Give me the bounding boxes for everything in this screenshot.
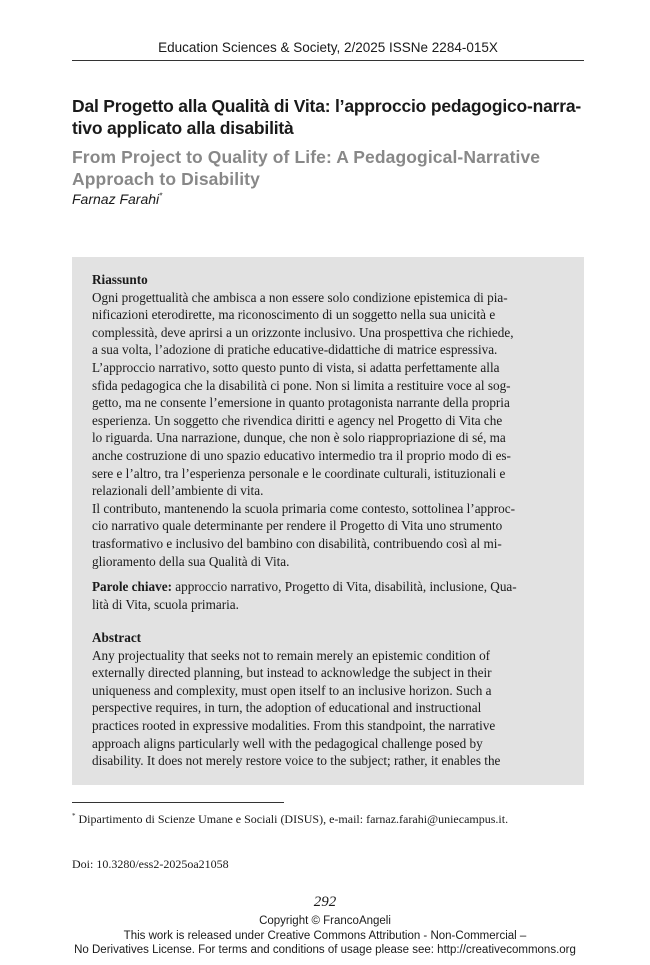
footnote-mark: * [72, 812, 76, 820]
keywords-section [92, 578, 562, 613]
riassunto-line: cio narrativo quale determinante per rendere il Progetto di Vita uno strumento [92, 518, 503, 534]
riassunto-line: a sua volta, l’adozione di pratiche educative-didattiche di matrice espressiva. [92, 342, 498, 358]
riassunto-line: esperienza. Un soggetto che rivendica diritti e agency nel Progetto di Vita che [92, 412, 503, 428]
abstract-line: externally directed planning, but instead to acknowledge the subject in their [92, 665, 492, 681]
title-english-line-1: From Project to Quality of Life: A Pedagogical-Narrative [72, 147, 541, 167]
riassunto-line: getto, ma ne consente l’emersione in quanto protagonista narrante della propria [92, 395, 510, 411]
copyright-line-1: Copyright © FrancoAngeli [259, 915, 391, 927]
abstract-line: perspective requires, in turn, the adoption of educational and instructional [92, 700, 482, 716]
title-italian [72, 95, 584, 139]
riassunto-line: Ogni progettualità che ambisca a non essere solo condizione epistemica di pia- [92, 289, 508, 305]
riassunto-line: sere e l’altro, tra l’esperienza personale e le coordinate culturali, istituzionali e [92, 465, 506, 481]
riassunto-line: Il contributo, mantenendo la scuola primaria come contesto, sottolinea l’approc- [92, 500, 515, 516]
riassunto-line: nificazioni eterodirette, ma riconoscimento di un soggetto nella sua unicità e [92, 307, 496, 323]
journal-header: Education Sciences & Society, 2/2025 ISSNe 2284-015X [158, 40, 498, 55]
keywords-label: Parole chiave: [92, 579, 172, 594]
footnote-text: Dipartimento di Scienze Umane e Sociali (DISUS), e-mail: farnaz.farahi@uniecampus.it. [75, 812, 509, 826]
footnote-divider [72, 802, 284, 803]
abstract-line: practices rooted in expressive modalities. From this standpoint, the narrative [92, 717, 496, 733]
page-number: 292 [313, 894, 337, 910]
riassunto-line: relazionali dell’ambiente di vita. [92, 483, 264, 499]
riassunto-line: complessità, deve aprirsi a un orizzonte inclusivo. Una prospettiva che richiede, [92, 324, 514, 340]
abstract-line: approach aligns particularly well with the pedagogical challenge posed by [92, 735, 483, 751]
copyright-notice [0, 914, 650, 958]
abstract-line: disability. It does not merely restore voice to the subject; rather, it enables the [92, 753, 501, 769]
abstract-line: Any projectuality that seeks not to remain merely an epistemic condition of [92, 647, 491, 663]
title-english-line-2: Approach to Disability [72, 169, 260, 189]
riassunto-line: trasformativo e inclusivo del bambino con disabilità, contribuendo così al mi- [92, 535, 502, 551]
keywords-text-line-2: lità di Vita, scuola primaria. [92, 596, 239, 612]
riassunto-section [92, 271, 562, 570]
riassunto-line: L’approccio narrativo, sotto questo punto di vista, si adatta perfettamente alla [92, 359, 500, 375]
author [72, 191, 162, 207]
footnote [72, 812, 508, 827]
keywords-text: approccio narrativo, Progetto di Vita, disabilità, inclusione, Qua- [171, 579, 517, 594]
copyright-line-2: This work is released under Creative Commons Attribution - Non-Commercial – [123, 929, 527, 942]
doi: Doi: 10.3280/ess2-2025oa21058 [72, 857, 229, 871]
abstract-section [92, 629, 562, 770]
riassunto-line: anche costruzione di uno spazio educativo intermedio tra il proprio modo di es- [92, 447, 511, 463]
author-name: Farnaz Farahi [72, 191, 160, 207]
header-divider [72, 60, 584, 61]
riassunto-heading: Riassunto [92, 272, 148, 287]
riassunto-line: glioramento della sua Qualità di Vita. [92, 553, 290, 569]
author-footnote-mark: * [159, 191, 163, 201]
riassunto-line: sfida pedagogica che la disabilità ci pone. Non si limita a restituire voce al sog- [92, 377, 511, 393]
riassunto-line: lo riguarda. Una narrazione, dunque, che non è solo riappropriazione di sé, ma [92, 430, 506, 446]
abstract-heading: Abstract [92, 630, 142, 645]
title-italian-line-1: Dal Progetto alla Qualità di Vita: l’approccio pedagogico-narra- [72, 96, 582, 116]
title-english [72, 146, 584, 190]
copyright-line-3: No Derivatives License. For terms and conditions of usage please see: http://creativecommons.org [74, 944, 576, 956]
title-italian-line-2: tivo applicato alla disabilità [72, 118, 294, 138]
abstract-line: uniqueness and complexity, must open itself to an inclusive horizon. Such a [92, 682, 492, 698]
